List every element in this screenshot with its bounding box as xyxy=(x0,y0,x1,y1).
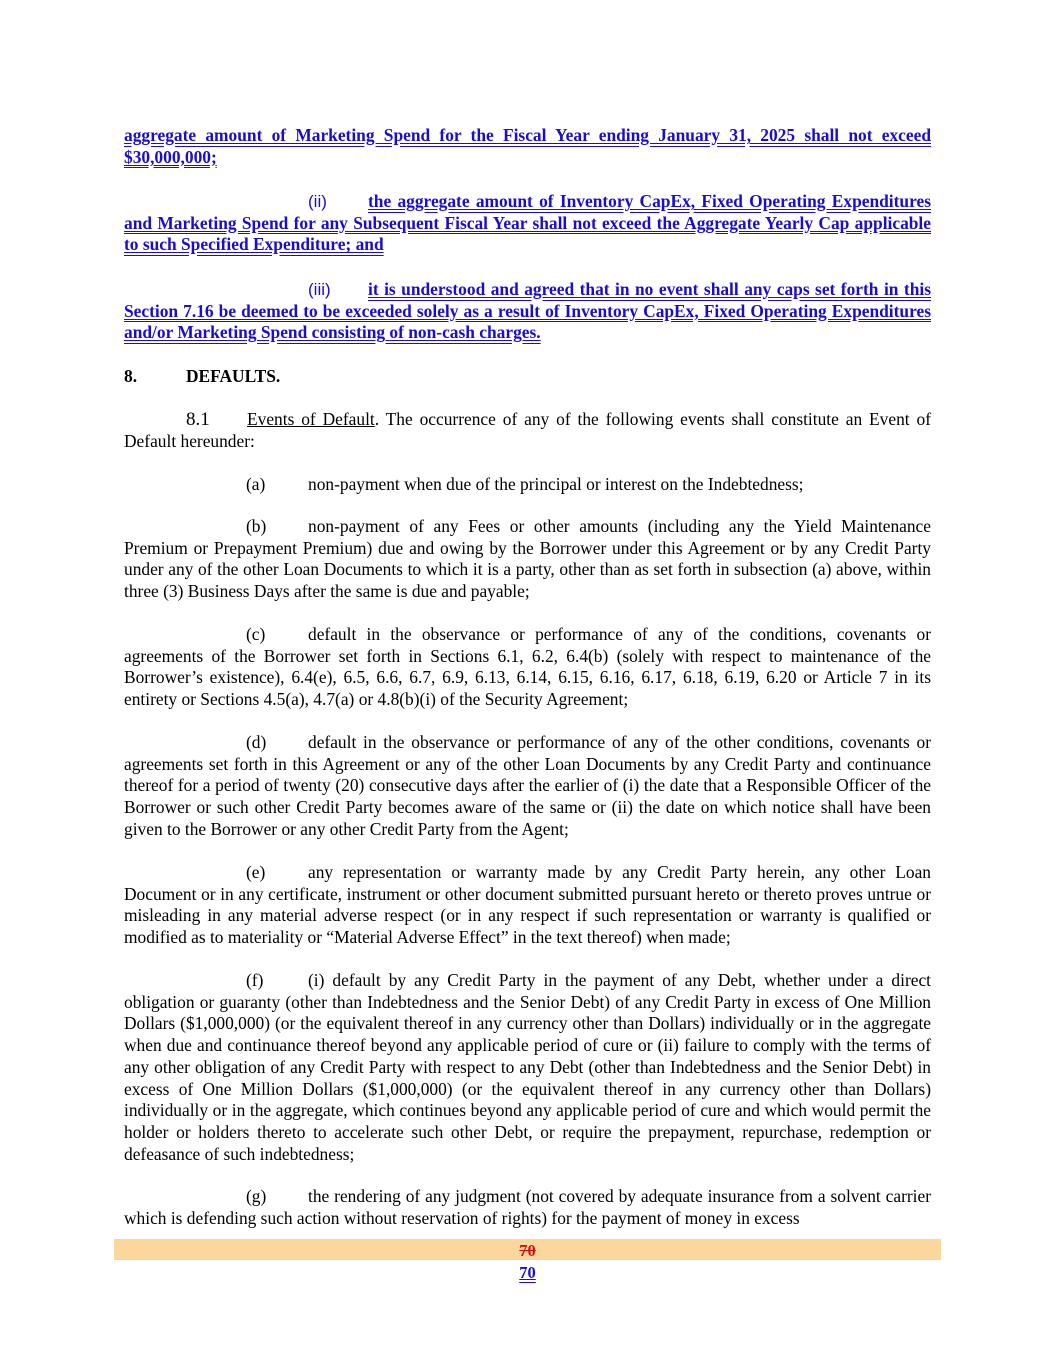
section-8-number: 8. xyxy=(124,366,138,386)
item-c xyxy=(124,624,931,711)
section-8-1 xyxy=(124,409,931,452)
clause-ii xyxy=(124,191,931,256)
item-a xyxy=(124,474,931,496)
clause-ii-label: (ii) xyxy=(308,192,327,211)
item-d xyxy=(124,732,931,841)
item-f-text: (i) default by any Credit Party in the payment of any Debt, whether under a direct obligation or guaranty (other than Indebtedness and the Senior Debt) of any Credit Party in excess of One Million Dollars ($1,000,000) (or the equivalent thereof in any currency other than Dollars) individually or in the aggregate when due and continuance thereof beyond any applicable period of cure or (ii) failure to comply with the terms of any other obligation of any Credit Party with respect to any Debt (other than Indebtedness and the Senior Debt) in excess of One Million Dollars ($1,000,000) (or the equivalent thereof in any currency other than Dollars) individually or in the aggregate, which continues beyond any applicable period of cure and which would permit the holder or holders thereto to accelerate such other Debt, or require the prepayment, repurchase, redemption or defeasance of such indebtedness; xyxy=(124,970,931,1164)
item-g xyxy=(124,1186,931,1229)
item-f-label: (f) xyxy=(246,970,264,990)
item-d-label: (d) xyxy=(246,732,267,752)
clause-iii-text: it is understood and agreed that in no event shall any caps set forth in this Section 7.16 be deemed to be exceeded solely as a result of Inventory CapEx, Fixed Operating Expenditures and/or Marketing Spend consisting of non-cash charges. xyxy=(124,279,931,343)
section-8-1-text: . The occurrence of any of the following events shall constitute an Event of Default hereunder: xyxy=(124,409,931,451)
item-g-text: the rendering of any judgment (not covered by adequate insurance from a solvent carrier which is defending such action without reservation of rights) for the payment of money in excess xyxy=(124,1186,931,1228)
item-c-label: (c) xyxy=(246,624,266,644)
item-b xyxy=(124,516,931,603)
section-8-heading xyxy=(124,366,931,388)
marketing-spend-paragraph xyxy=(124,125,931,168)
item-b-text: non-payment of any Fees or other amounts (including any the Yield Maintenance Premium or Prepayment Premium) due and owing by the Borrower under this Agreement or by any Credit Party under any of the other Loan Documents to which it is a party, other than as set forth in subsection (a) above, within three (3) Business Days after the same is due and payable; xyxy=(124,516,931,602)
item-a-text: non-payment when due of the principal or interest on the Indebtedness; xyxy=(308,474,804,494)
clause-ii-text: the aggregate amount of Inventory CapEx, Fixed Operating Expenditures and Marketing Spend for any Subsequent Fiscal Year shall not exceed the Aggregate Yearly Cap applicable to such Specified Expenditure; and xyxy=(124,191,931,255)
section-8-1-title: Events of Default xyxy=(247,409,375,429)
item-b-label: (b) xyxy=(246,516,267,536)
clause-iii-label: (iii) xyxy=(308,280,331,299)
item-c-text: default in the observance or performance of any of the conditions, covenants or agreements of the Borrower set forth in Sections 6.1, 6.2, 6.4(b) (solely with respect to maintenance of the Borrower’s existence), 6.4(e), 6.5, 6.6, 6.7, 6.9, 6.13, 6.14, 6.15, 6.16, 6.17, 6.18, 6.19, 6.20 or Article 7 in its entirety or Sections 4.5(a), 4.7(a) or 4.8(b)(i) of the Security Agreement; xyxy=(124,624,931,710)
item-a-label: (a) xyxy=(246,474,266,494)
deleted-page-number: 70 xyxy=(519,1241,536,1260)
item-d-text: default in the observance or performance of any of the other conditions, covenants or agreements set forth in this Agreement or any of the other Loan Documents by any Credit Party and continuance thereof for a period of twenty (20) consecutive days after the earlier of (i) the date that a Responsible Officer of the Borrower or such other Credit Party becomes aware of the same or (ii) the date on which notice shall have been given to the Borrower or any other Credit Party from the Agent; xyxy=(124,732,931,839)
item-e-text: any representation or warranty made by any Credit Party herein, any other Loan Document or in any certificate, instrument or other document submitted pursuant hereto or thereto proves untrue or misleading in any material adverse respect (or in any respect if such representation or warranty is qualified or modified as to materiality or “Material Adverse Effect” in the text thereof) when made; xyxy=(124,862,931,948)
item-e-label: (e) xyxy=(246,862,266,882)
clause-iii xyxy=(124,279,931,344)
item-g-label: (g) xyxy=(246,1186,267,1206)
item-f xyxy=(124,970,931,1165)
inserted-text: aggregate amount of Marketing Spend for the Fiscal Year ending January 31, 2025 shall not exceed $30,000,000; xyxy=(124,125,931,167)
section-8-1-number: 8.1 xyxy=(186,409,210,430)
section-8-title: DEFAULTS. xyxy=(186,366,281,386)
item-e xyxy=(124,862,931,949)
inserted-page-number: 70 xyxy=(519,1263,536,1282)
